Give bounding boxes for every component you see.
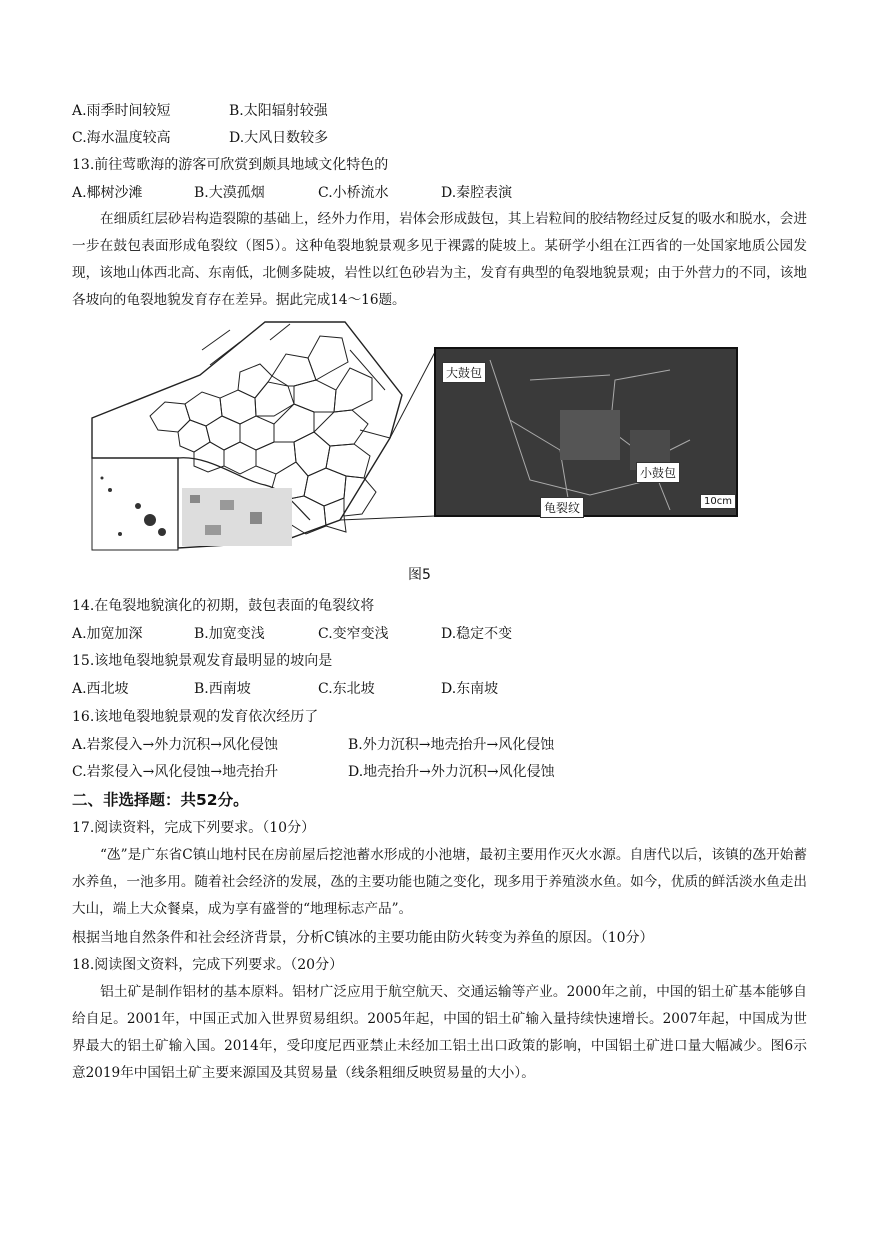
q13-option-d: D.秦腔表演 <box>441 185 513 201</box>
figure-caption: 图5 <box>408 567 431 583</box>
q12-option-d: D.大风日数较多 <box>229 130 329 146</box>
q15-option-c: C.东北坡 <box>318 681 375 697</box>
q15-option-d: D.东南坡 <box>441 681 499 697</box>
label-crack: 龟裂纹 <box>540 497 584 518</box>
q15-stem: 15.该地龟裂地貌景观发育最明显的坡向是 <box>72 653 333 669</box>
q14-option-b: B.加宽变浅 <box>194 626 265 642</box>
q17-task: 根据当地自然条件和社会经济背景，分析C镇冰的主要功能由防火转变为养鱼的原因。（10分） <box>72 930 654 946</box>
q16-option-d: D.地壳抬升→外力沉积→风化侵蚀 <box>348 764 555 780</box>
q13-option-b: B.大漠孤烟 <box>194 185 265 201</box>
q18-stem: 18.阅读图文资料，完成下列要求。（20分） <box>72 957 344 973</box>
q15-option-a: A.西北坡 <box>72 681 129 697</box>
label-small-bulge: 小鼓包 <box>636 462 680 483</box>
q16-option-c: C.岩浆侵入→风化侵蚀→地壳抬升 <box>72 764 279 780</box>
q16-option-b: B.外力沉积→地壳抬升→风化侵蚀 <box>348 737 555 753</box>
q17-stem: 17.阅读资料，完成下列要求。（10分） <box>72 820 316 836</box>
scale-bar: 10cm <box>700 494 736 509</box>
q18-passage: 铝土矿是制作铝材的基本原料。铝材广泛应用于航空航天、交通运输等产业。2000年之前，中国的铝土矿基本能够自给自足。2001年，中国正式加入世界贸易组织。2005年起，中国的铝土矿输入量持续快速增长。2007年起，中国成为世界最大的铝土矿输入国。2014年，受印度尼西亚禁止未经加工铝土出口政策的影响，中国铝土矿进口量大幅减少。图6示意2019年中国铝土矿主要来源国及其贸易量（线条粗细反映贸易量的大小）。 <box>72 984 807 1081</box>
q13-stem: 13.前往莺歌海的游客可欣赏到颇具地域文化特色的 <box>72 157 389 173</box>
q14-option-d: D.稳定不变 <box>441 626 513 642</box>
q15-option-b: B.西南坡 <box>194 681 251 697</box>
section-title: 二、非选择题：共52分。 <box>72 791 249 809</box>
passage-14-16: 在细质红层砂岩构造裂隙的基础上，经外力作用，岩体会形成鼓包，其上岩粒间的胶结物经过反复的吸水和脱水，会进一步在鼓包表面形成龟裂纹（图5）。这种龟裂地貌景观多见于裸露的陡坡上。某研学小组在江西省的一处国家地质公园发现，该地山体西北高、东南低，北侧多陡坡，岩性以红色砂岩为主，发育有典型的龟裂地貌景观；由于外营力的不同，该地各坡向的龟裂地貌发育存在差异。据此完成14～16题。 <box>72 211 807 308</box>
q16-stem: 16.该地龟裂地貌景观的发育依次经历了 <box>72 709 319 725</box>
figure-5 <box>90 320 740 552</box>
q14-option-a: A.加宽加深 <box>72 626 143 642</box>
dotted-rock-area <box>182 488 292 546</box>
q13-option-a: A.椰树沙滩 <box>72 185 143 201</box>
q12-option-a: A.雨季时间较短 <box>72 103 171 119</box>
q17-passage: “氹”是广东省C镇山地村民在房前屋后挖池蓄水形成的小池塘，最初主要用作灭火水源。自唐代以后，该镇的氹开始蓄水养鱼，一池多用。随着社会经济的发展，氹的主要功能也随之变化，现多用于养殖淡水鱼。如今，优质的鲜活淡水鱼走出大山，端上大众餐桌，成为享有盛誉的“地理标志产品”。 <box>72 847 807 917</box>
q12-option-c: C.海水温度较高 <box>72 130 171 146</box>
q13-option-c: C.小桥流水 <box>318 185 389 201</box>
q14-stem: 14.在龟裂地貌演化的初期，鼓包表面的龟裂纹将 <box>72 598 375 614</box>
label-big-bulge: 大鼓包 <box>442 362 486 383</box>
q12-option-b: B.太阳辐射较强 <box>229 103 328 119</box>
q14-option-c: C.变窄变浅 <box>318 626 389 642</box>
q16-option-a: A.岩浆侵入→外力沉积→风化侵蚀 <box>72 737 279 753</box>
